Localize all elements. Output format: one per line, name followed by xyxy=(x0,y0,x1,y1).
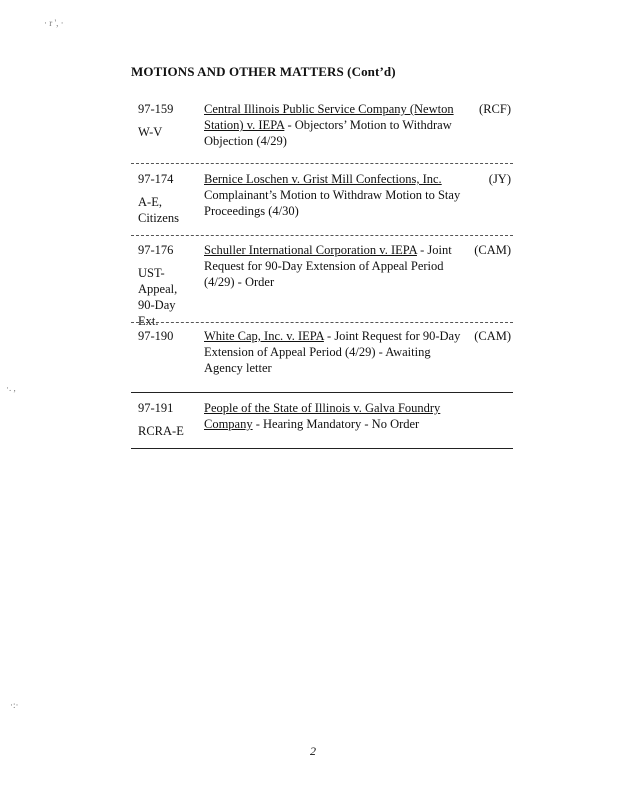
case-detail: - Joint Request for 90-Day Extension of Appeal Period (4/29) - Order xyxy=(204,243,452,289)
case-detail: Complainant’s Motion to Withdraw Motion to Stay Proceedings (4/30) xyxy=(204,188,461,218)
docket-number: 97-176 xyxy=(138,243,174,257)
scan-mark: · r ', · xyxy=(44,18,64,28)
case-name: White Cap, Inc. v. IEPA xyxy=(204,329,324,343)
case-detail: - Hearing Mandatory - No Order xyxy=(252,417,420,431)
docket-category: UST-Appeal, 90-Day Ext. xyxy=(138,266,178,328)
docket-number: 97-159 xyxy=(138,102,174,116)
page-title: MOTIONS AND OTHER MATTERS (Cont’d) xyxy=(131,64,396,79)
case-description xyxy=(204,101,462,149)
docket xyxy=(138,328,198,351)
scan-mark: ·:· xyxy=(10,700,19,710)
scan-mark: ·. , xyxy=(6,383,16,393)
initials: (RCF) xyxy=(479,102,511,116)
initials: (CAM) xyxy=(474,329,511,343)
case-detail: - Joint Request for 90-Day Extension of Appeal Period (4/29) - Awaiting Agency letter xyxy=(204,329,461,375)
case-description xyxy=(204,171,462,219)
case-name: People of the State of Illinois v. Galva Foundry Company xyxy=(204,401,441,431)
case-name: Schuller International Corporation v. IEPA xyxy=(204,243,417,257)
docket xyxy=(138,171,198,226)
divider xyxy=(131,392,513,393)
page-number: 2 xyxy=(310,744,316,758)
docket-number: 97-190 xyxy=(138,329,174,343)
docket-number: 97-174 xyxy=(138,172,174,186)
case-description xyxy=(204,400,462,432)
divider xyxy=(131,163,513,164)
case-description xyxy=(204,242,462,290)
case-name: Central Illinois Public Service Company (Newton Station) v. IEPA xyxy=(204,102,454,132)
docket-category: RCRA-E xyxy=(138,424,184,438)
docket xyxy=(138,242,198,329)
case-name: Bernice Loschen v. Grist Mill Confections, Inc. xyxy=(204,172,442,186)
docket-category: A-E, Citizens xyxy=(138,195,179,225)
initials: (CAM) xyxy=(474,243,511,257)
docket xyxy=(138,400,198,439)
docket xyxy=(138,101,198,140)
case-detail: - Objectors’ Motion to Withdraw Objection (4/29) xyxy=(204,118,452,148)
divider xyxy=(131,448,513,449)
docket-number: 97-191 xyxy=(138,401,174,415)
case-description xyxy=(204,328,462,376)
docket-category: W-V xyxy=(138,125,163,139)
initials: (JY) xyxy=(488,172,511,186)
divider xyxy=(131,235,513,236)
divider xyxy=(131,322,513,323)
